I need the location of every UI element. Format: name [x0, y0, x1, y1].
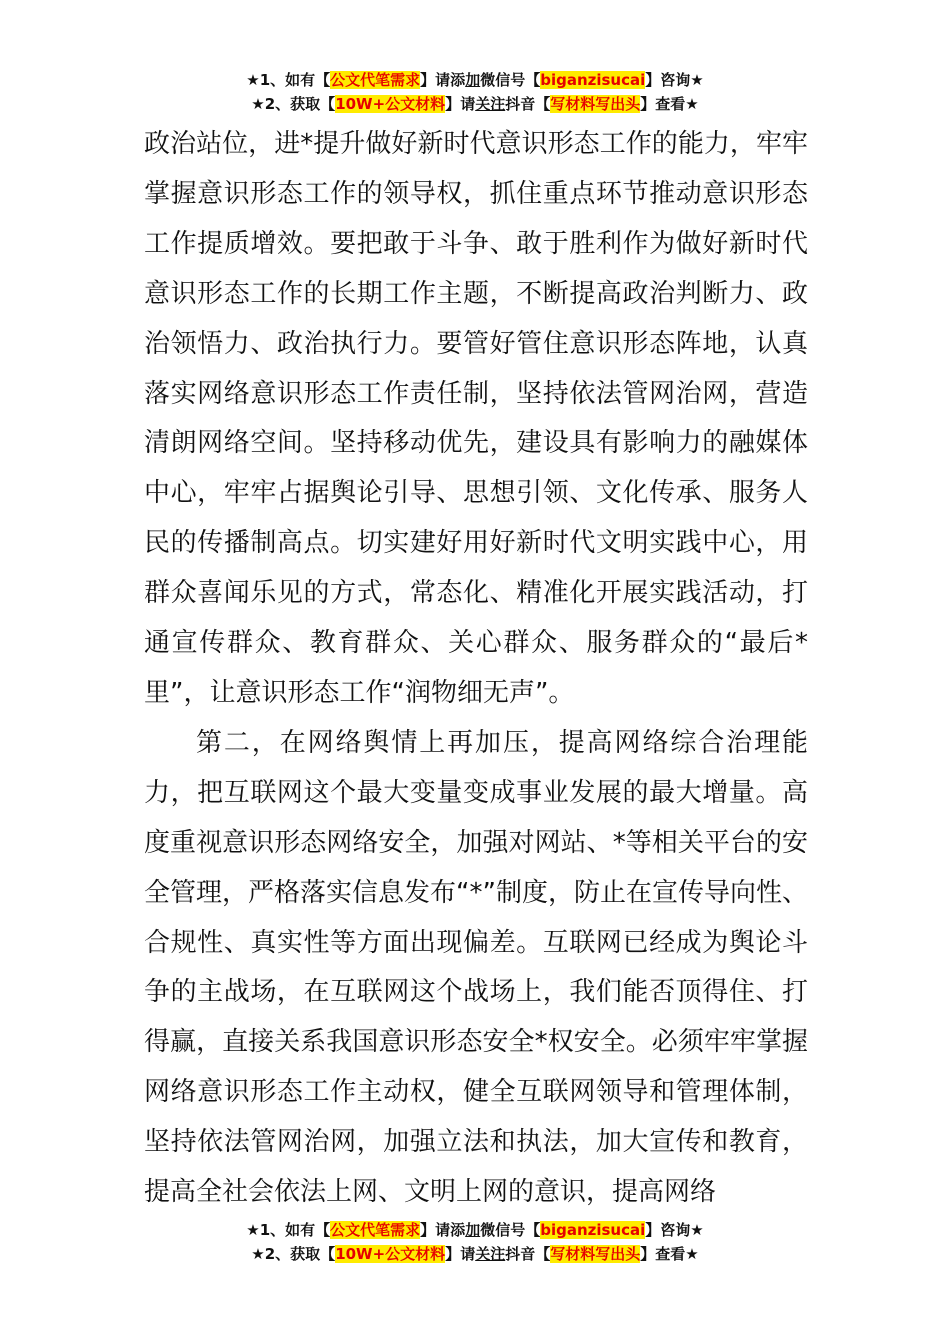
douyin-account-highlight: 写材料写出头 — [550, 1245, 641, 1263]
promo-line-2 — [0, 92, 950, 116]
promo-text: 】咨询★ — [645, 1221, 704, 1239]
promo-line-1 — [0, 68, 950, 92]
promo-highlight: 10W+公文材料 — [335, 95, 446, 113]
body-paragraph-2: 第二，在网络舆情上再加压，提高网络综合治理能力，把互联网这个最大变量变成事业发展的最大增量。高度重视意识形态网络安全，加强对网站、*等相关平台的安全管理，严格落实信息发布“*”制度，防止在宣传导向性、合规性、真实性等方面出现偏差。互联网已经成为舆论斗争的主战场，在互联网这个战场上，我们能否顶得住、打得赢，直接关系我国意识形态安全*权安全。必须牢牢掌握网络意识形态工作主动权，健全互联网领导和管理体制，坚持依法管网治网，加强立法和执法，加大宣传和教育，提高全社会依法上网、文明上网的意识，提高网络 — [144, 727, 808, 1208]
promo-underlined-text: 加 — [465, 71, 481, 89]
douyin-account-highlight: 写材料写出头 — [550, 95, 641, 113]
promo-text: 】咨询★ — [645, 71, 704, 89]
document-body — [144, 120, 808, 1218]
promo-underlined-text: 关注 — [475, 1245, 506, 1263]
promo-underlined-text: 关注 — [475, 95, 506, 113]
promo-text: ★2、获取【 — [251, 95, 336, 113]
promo-text: 】请添 — [420, 71, 466, 89]
header-promo-banner — [0, 68, 950, 116]
promo-underlined-text: 加 — [465, 1221, 481, 1239]
footer-promo-banner — [0, 1218, 950, 1266]
wechat-id-highlight: biganzisucai — [540, 71, 646, 89]
promo-text: 抖音【 — [505, 95, 551, 113]
promo-highlight: 10W+公文材料 — [335, 1245, 446, 1263]
body-paragraph-1: 政治站位，进*提升做好新时代意识形态工作的能力，牢牢掌握意识形态工作的领导权，抓住重点环节推动意识形态工作提质增效。要把敢于斗争、敢于胜利作为做好新时代意识形态工作的长期工作主题，不断提高政治判断力、政治领悟力、政治执行力。要管好管住意识形态阵地，认真落实网络意识形态工作责任制，坚持依法管网治网，营造清朗网络空间。坚持移动优先，建设具有影响力的融媒体中心，牢牢占据舆论引导、思想引领、文化传承、服务人民的传播制高点。切实建好用好新时代文明实践中心，用群众喜闻乐见的方式，常态化、精准化开展实践活动，打通宣传群众、教育群众、关心群众、服务群众的“最后*里”，让意识形态工作“润物细无声”。 — [144, 129, 808, 708]
promo-text: ★1、如有【 — [246, 1221, 331, 1239]
promo-text: 】查看★ — [640, 95, 699, 113]
promo-highlight: 公文代笔需求 — [330, 1221, 421, 1239]
promo-text: 】查看★ — [640, 1245, 699, 1263]
promo-text: 微信号【 — [480, 71, 541, 89]
promo-text: 抖音【 — [505, 1245, 551, 1263]
wechat-id-highlight: biganzisucai — [540, 1221, 646, 1239]
promo-text: 】请 — [445, 1245, 476, 1263]
promo-text: ★1、如有【 — [246, 71, 331, 89]
promo-text: 】请添 — [420, 1221, 466, 1239]
promo-line-2 — [0, 1242, 950, 1266]
promo-line-1 — [0, 1218, 950, 1242]
promo-text: ★2、获取【 — [251, 1245, 336, 1263]
promo-text: 】请 — [445, 95, 476, 113]
promo-highlight: 公文代笔需求 — [330, 71, 421, 89]
promo-text: 微信号【 — [480, 1221, 541, 1239]
